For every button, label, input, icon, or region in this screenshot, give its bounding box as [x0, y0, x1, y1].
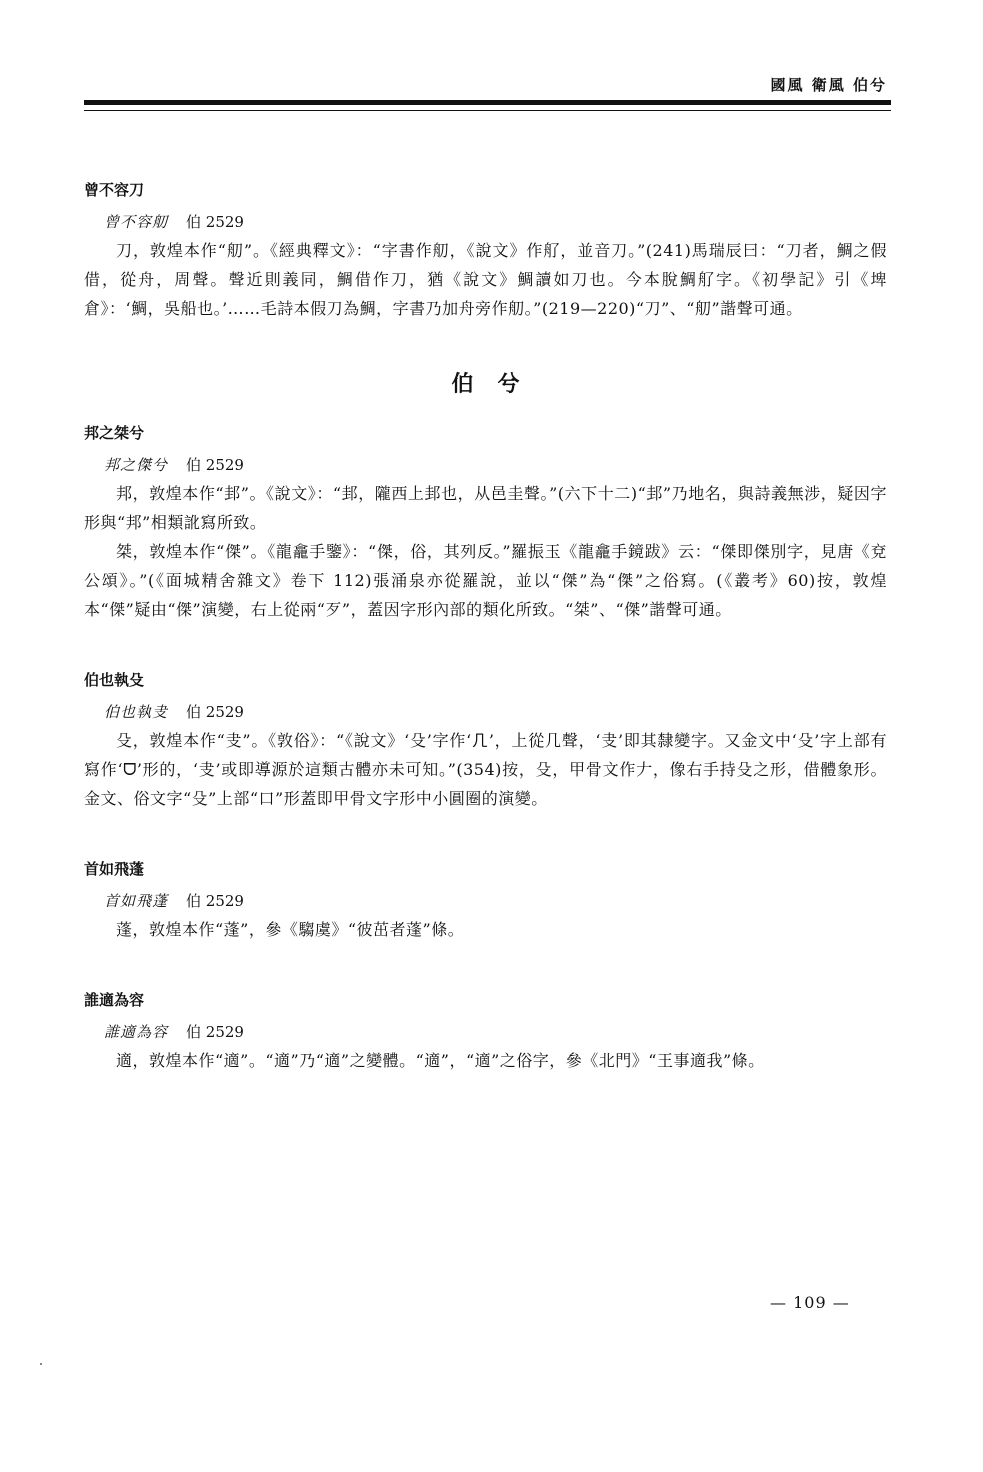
source-ref: 伯 2529: [186, 213, 244, 231]
source-ref: 伯 2529: [186, 703, 244, 721]
source-line: [84, 1018, 887, 1046]
entry-shourufeipeng: [84, 857, 887, 944]
header-rule-thin: [84, 110, 891, 111]
source-line: [84, 887, 887, 915]
entry-title: 曾不容刀: [84, 181, 145, 199]
source-phrase: 伯也執叏: [104, 703, 169, 721]
entry-paragraph: 邦，敦煌本作“邽”。《說文》：“邽，隴西上邽也，从邑圭聲。”(六下十二)“邽”乃地名，與詩義無涉，疑因字形與“邦”相類訛寫所致。: [84, 484, 887, 532]
source-phrase: 曾不容舠: [104, 213, 169, 231]
entry-title: 邦之桀兮: [84, 424, 145, 442]
source-ref: 伯 2529: [186, 892, 244, 910]
source-ref: 伯 2529: [186, 1023, 244, 1041]
scan-speck: [40, 1363, 42, 1365]
entry-paragraph: 桀，敦煌本作“傑”。《龍龕手鑒》：“傑，俗，其列反。”羅振玉《龍龕手鏡跋》云：“傑即傑別字，見唐《兗公頌》。”(《面城精舍雜文》卷下 112)張涌泉亦從羅說，並以“傑”為“傑”之俗寫。(《叢考》60)按，敦煌本“傑”疑由“傑”演變，右上從兩“歹”，蓋因字形內部的類化所致。“桀”、“傑”諧聲可通。: [84, 542, 887, 619]
running-header-title: 國風 衛風 伯兮: [770, 76, 887, 94]
entry-title: 首如飛蓬: [84, 860, 145, 878]
entry-boyezhishu: [84, 668, 887, 813]
section-heading: 伯兮: [451, 372, 544, 397]
entry-title: 誰適為容: [84, 991, 145, 1009]
entry-paragraph: 刀，敦煌本作“舠”。《經典釋文》：“字書作舠，《說文》作䑠，並音刀。”(241)馬瑞辰曰：“刀者，鯛之假借，從舟，周聲。聲近則義同，鯛借作刀，猶《說文》鯛讀如刀也。今本脫鯛䑠字。《初學記》引《埤倉》：‘鯛，吳船也。’……毛詩本假刀為鯛，字書乃加舟旁作舠。”(219—220)“刀”、“舠”諧聲可通。: [84, 241, 887, 318]
source-phrase: 誰適為容: [104, 1023, 169, 1041]
source-phrase: 邦之傑兮: [104, 456, 169, 474]
page-number: — 109 —: [770, 1293, 850, 1312]
entry-paragraph: 殳，敦煌本作“叏”。《敦俗》：“《說文》‘殳’字作‘𠘧’，上從几聲，‘叏’即其隸變字。又金文中‘殳’字上部有寫作‘ᗜ’形的，‘叏’或即導源於這類古體亦未可知。”(354)按，殳，甲骨文作𠂇，像右手持殳之形，借體象形。金文、俗文字“殳”上部“口”形蓋即甲骨文字形中小圓圈的演變。: [84, 731, 887, 808]
entry-paragraph: 適，敦煌本作“適”。“適”乃“適”之變體。“適”，“適”之俗字，參《北門》“王事適我”條。: [116, 1051, 765, 1070]
page-content: [84, 178, 887, 1119]
entry-cengburongdao: [84, 178, 887, 323]
source-line: [84, 698, 887, 726]
entry-paragraph: 蓬，敦煌本作“蓬”，參《騶虞》“彼茁者蓬”條。: [116, 920, 465, 939]
source-phrase: 首如飛蓬: [104, 892, 169, 910]
entry-shuishiweirong: [84, 988, 887, 1075]
source-line: [84, 208, 887, 236]
entry-bangzhijiexi: [84, 421, 887, 624]
header-rule-thick: [84, 100, 891, 105]
source-ref: 伯 2529: [186, 456, 244, 474]
entry-title: 伯也執殳: [84, 671, 145, 689]
source-line: [84, 451, 887, 479]
